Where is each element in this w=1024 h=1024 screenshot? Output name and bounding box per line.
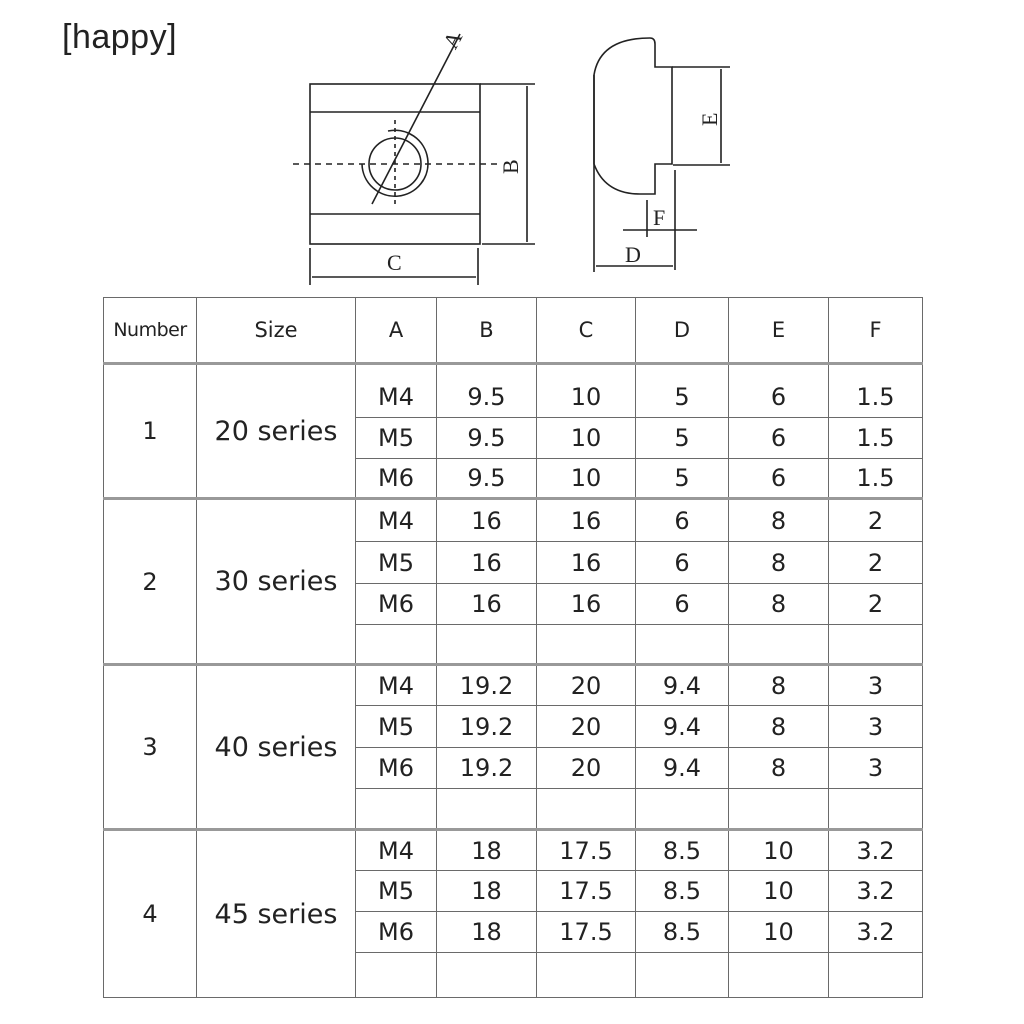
table-cell: M5 — [356, 418, 437, 459]
table-cell: 18 — [437, 871, 537, 912]
t-nut-technical-drawing — [0, 0, 1024, 300]
table-cell: 8 — [729, 584, 829, 625]
dim-label-b: B — [498, 159, 523, 174]
table-cell — [356, 625, 437, 665]
series-size: 40 series — [197, 665, 356, 830]
watermark: [happy] — [62, 18, 178, 56]
header-row — [104, 298, 923, 364]
table-cell: 9.4 — [636, 748, 729, 789]
table-cell: M4 — [356, 665, 437, 706]
table-cell: 10 — [537, 418, 636, 459]
table-cell: 8.5 — [636, 912, 729, 953]
table-cell: 18 — [437, 912, 537, 953]
table-cell: 16 — [537, 499, 636, 542]
t-nut-spec-table — [103, 297, 923, 998]
table-row — [104, 364, 923, 418]
table-cell: 19.2 — [437, 665, 537, 706]
column-header: F — [829, 298, 923, 364]
table-cell: M4 — [356, 830, 437, 871]
table-cell — [829, 953, 923, 998]
dim-label-f: F — [653, 205, 666, 230]
table-cell: 5 — [636, 418, 729, 459]
column-header: A — [356, 298, 437, 364]
table-cell: 3.2 — [829, 871, 923, 912]
table-cell: 3 — [829, 748, 923, 789]
series-size: 45 series — [197, 830, 356, 998]
table-cell: 20 — [537, 748, 636, 789]
table-cell: M4 — [356, 364, 437, 418]
column-header: E — [729, 298, 829, 364]
series-size: 30 series — [197, 499, 356, 665]
table-cell: 2 — [829, 584, 923, 625]
table-cell: 16 — [537, 584, 636, 625]
dim-label-e: E — [697, 112, 722, 126]
table-cell: 1.5 — [829, 364, 923, 418]
table-cell: 6 — [729, 418, 829, 459]
group-number: 3 — [104, 665, 197, 830]
table-cell — [437, 625, 537, 665]
table-cell: 8.5 — [636, 871, 729, 912]
table-cell — [537, 953, 636, 998]
table-cell: 8 — [729, 706, 829, 748]
table-cell — [356, 789, 437, 830]
table-cell: M5 — [356, 706, 437, 748]
table-cell: 3 — [829, 665, 923, 706]
table-cell: 16 — [437, 542, 537, 584]
table-cell: 19.2 — [437, 706, 537, 748]
table-cell: 20 — [537, 706, 636, 748]
table-cell: 17.5 — [537, 912, 636, 953]
table-cell — [729, 625, 829, 665]
table-cell: 5 — [636, 364, 729, 418]
group-number: 4 — [104, 830, 197, 998]
table-cell: 5 — [636, 459, 729, 499]
column-header: Size — [197, 298, 356, 364]
table-cell — [636, 625, 729, 665]
table-cell: 20 — [537, 665, 636, 706]
table-cell: 1.5 — [829, 459, 923, 499]
table-cell: 9.5 — [437, 459, 537, 499]
column-header: D — [636, 298, 729, 364]
table-cell — [636, 789, 729, 830]
table-cell — [537, 789, 636, 830]
table-row — [104, 499, 923, 542]
table-cell: 16 — [537, 542, 636, 584]
table-cell: 19.2 — [437, 748, 537, 789]
dim-label-c: C — [387, 250, 402, 275]
table-cell — [537, 625, 636, 665]
table-cell: 10 — [537, 364, 636, 418]
table-cell: 9.5 — [437, 364, 537, 418]
column-header: C — [537, 298, 636, 364]
column-header: Number — [104, 298, 197, 364]
table-cell — [829, 625, 923, 665]
table-cell: 17.5 — [537, 871, 636, 912]
table-cell: 8 — [729, 748, 829, 789]
table-cell: 9.4 — [636, 665, 729, 706]
series-size: 20 series — [197, 364, 356, 499]
table-cell: 9.5 — [437, 418, 537, 459]
table-cell: M5 — [356, 542, 437, 584]
table-cell: 10 — [729, 830, 829, 871]
table-cell: 10 — [729, 871, 829, 912]
side-view — [594, 38, 730, 272]
table-cell: 9.4 — [636, 706, 729, 748]
table-cell: M6 — [356, 459, 437, 499]
table-cell: 1.5 — [829, 418, 923, 459]
dim-label-d: D — [625, 242, 641, 267]
table-cell: 3.2 — [829, 830, 923, 871]
table-cell: 6 — [636, 542, 729, 584]
table-cell: 17.5 — [537, 830, 636, 871]
table-cell: M6 — [356, 748, 437, 789]
table-cell: 6 — [729, 459, 829, 499]
table-cell: 18 — [437, 830, 537, 871]
table-cell — [437, 953, 537, 998]
table-cell: 16 — [437, 499, 537, 542]
table-cell: 6 — [636, 499, 729, 542]
table-cell: M5 — [356, 871, 437, 912]
table-cell — [729, 953, 829, 998]
table-cell: M6 — [356, 912, 437, 953]
table-cell — [829, 789, 923, 830]
table-cell: 2 — [829, 499, 923, 542]
table-cell: 8.5 — [636, 830, 729, 871]
group-number: 1 — [104, 364, 197, 499]
table-cell: M6 — [356, 584, 437, 625]
table-cell: 6 — [729, 364, 829, 418]
table-cell: 2 — [829, 542, 923, 584]
table-cell: 3 — [829, 706, 923, 748]
table-row — [104, 665, 923, 706]
table-cell: 10 — [537, 459, 636, 499]
table-cell — [356, 953, 437, 998]
table-cell: 16 — [437, 584, 537, 625]
table-cell — [437, 789, 537, 830]
table-row — [104, 830, 923, 871]
column-header: B — [437, 298, 537, 364]
table-cell: 6 — [636, 584, 729, 625]
table-cell: 8 — [729, 499, 829, 542]
table-cell: 8 — [729, 665, 829, 706]
table-cell — [729, 789, 829, 830]
table-cell — [636, 953, 729, 998]
table-cell: M4 — [356, 499, 437, 542]
table-cell: 8 — [729, 542, 829, 584]
group-number: 2 — [104, 499, 197, 665]
table-cell: 3.2 — [829, 912, 923, 953]
dim-label-a: A — [437, 26, 468, 53]
table-cell: 10 — [729, 912, 829, 953]
